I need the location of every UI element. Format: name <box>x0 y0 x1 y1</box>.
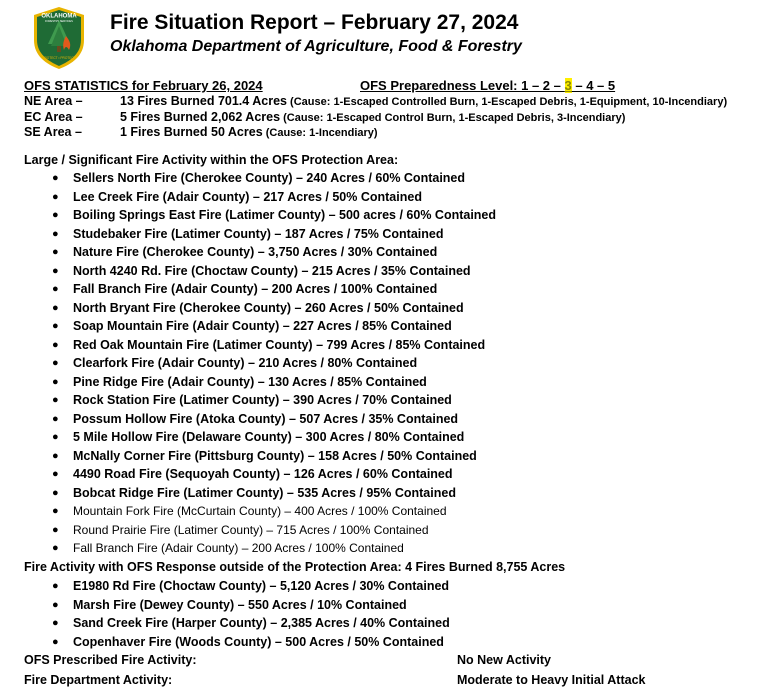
bullet-icon: ● <box>52 301 59 314</box>
fire-list-item-text: Soap Mountain Fire (Adair County) – 227 Acres / 85% Contained <box>73 319 452 333</box>
preparedness-label: OFS Preparedness Level: 1 – 2 – <box>360 78 565 93</box>
fire-list-item-text: Pine Ridge Fire (Adair County) – 130 Acres / 85% Contained <box>73 374 427 389</box>
area-cause: (Cause: 1-Escaped Control Burn, 1-Escaped Debris, 3-Incendiary) <box>280 112 626 124</box>
area-row-ec <box>24 110 625 124</box>
fire-list-item-text: Boiling Springs East Fire (Latimer County) – 500 acres / 60% Contained <box>73 208 497 222</box>
bullet-icon: ● <box>52 580 59 592</box>
prescribed-fire-row <box>24 653 552 667</box>
bullet-icon: ● <box>52 357 59 369</box>
bullet-icon: ● <box>52 338 59 351</box>
bullet-icon: ● <box>52 227 59 240</box>
fire-list-item-text: Studebaker Fire (Latimer County) – 187 Acres / 75% Contained <box>73 226 444 241</box>
fire-list-item <box>52 225 496 244</box>
bullet-icon: ● <box>52 468 59 480</box>
fire-list-item <box>52 317 496 336</box>
fire-list-item-text: North 4240 Rd. Fire (Choctaw County) – 215 Acres / 35% Contained <box>73 263 471 278</box>
protection-fire-list <box>52 169 496 558</box>
prescribed-fire-label: OFS Prescribed Fire Activity: <box>24 653 197 667</box>
report-title: Fire Situation Report – February 27, 2024 <box>110 11 519 34</box>
fire-list-item <box>52 391 496 410</box>
preparedness-rest: – 4 – 5 <box>571 78 616 93</box>
report-subtitle: Oklahoma Department of Agriculture, Food & Forestry <box>110 38 522 55</box>
fire-list-item <box>52 596 450 615</box>
bullet-icon: ● <box>52 209 59 221</box>
fire-list-item-text: Round Prairie Fire (Latimer County) – 715 Acres / 100% Contained <box>73 522 429 537</box>
oklahoma-forestry-logo <box>32 6 86 70</box>
fire-list-item <box>52 299 496 318</box>
bullet-icon: ● <box>52 635 59 648</box>
logo-sub-text: FORESTRY SERVICES <box>45 20 73 23</box>
fire-list-item <box>52 280 496 299</box>
outside-fire-list <box>52 577 450 651</box>
bullet-icon: ● <box>52 375 59 388</box>
bullet-icon: ● <box>52 523 59 536</box>
fire-list-item <box>52 577 450 596</box>
fire-list-item <box>52 614 450 633</box>
bullet-icon: ● <box>52 431 59 443</box>
statistics-header <box>24 78 616 93</box>
bullet-icon: ● <box>52 412 59 425</box>
fire-list-item <box>52 243 496 262</box>
logo-motto: PROTECT • PROTECT <box>42 56 76 60</box>
fire-list-item <box>52 465 496 484</box>
preparedness-level <box>360 78 615 93</box>
bullet-icon: ● <box>52 190 59 203</box>
bullet-icon: ● <box>52 505 59 517</box>
fire-list-item <box>52 633 450 652</box>
fire-list-item-text: Fall Branch Fire (Adair County) – 200 Acres / 100% Contained <box>73 282 438 296</box>
area-row-ne <box>24 94 727 108</box>
fire-list-item-text: Sellers North Fire (Cherokee County) – 240 Acres / 60% Contained <box>73 171 466 185</box>
bullet-icon: ● <box>52 617 59 629</box>
protection-area-heading: Large / Significant Fire Activity within the OFS Protection Area: <box>24 153 399 167</box>
area-row-se <box>24 125 378 139</box>
bullet-icon: ● <box>52 542 59 554</box>
fire-list-item <box>52 484 496 503</box>
fire-list-item <box>52 262 496 281</box>
fire-list-item <box>52 354 496 373</box>
area-summary: 1 Fires Burned 50 Acres <box>120 125 263 139</box>
fire-list-item <box>52 428 496 447</box>
fire-list-item <box>52 206 496 225</box>
fire-list-item <box>52 188 496 207</box>
fire-list-item-text: Bobcat Ridge Fire (Latimer County) – 535 Acres / 95% Contained <box>73 485 456 500</box>
area-summary: 5 Fires Burned 2,062 Acres <box>120 110 281 124</box>
preparedness-current-level: 3 <box>564 78 572 93</box>
area-cause: (Cause: 1-Incendiary) <box>262 127 378 139</box>
fire-list-item-text: North Bryant Fire (Cherokee County) – 260 Acres / 50% Contained <box>73 300 464 315</box>
fire-department-label: Fire Department Activity: <box>24 673 173 687</box>
fire-list-item-text: Red Oak Mountain Fire (Latimer County) – 799 Acres / 85% Contained <box>73 337 486 352</box>
fire-list-item <box>52 410 496 429</box>
fire-list-item-text: Mountain Fork Fire (McCurtain County) – 400 Acres / 100% Contained <box>73 504 447 518</box>
bullet-icon: ● <box>52 449 59 462</box>
area-summary: 13 Fires Burned 701.4 Acres <box>120 94 287 108</box>
outside-area-heading: Fire Activity with OFS Response outside of the Protection Area: 4 Fires Burned 8,755 Acres <box>24 560 566 574</box>
bullet-icon: ● <box>52 246 59 258</box>
fire-list-item <box>52 373 496 392</box>
logo-top-text: OKLAHOMA <box>41 13 77 20</box>
fire-list-item <box>52 169 496 188</box>
fire-list-item-text: Copenhaver Fire (Woods County) – 500 Acres / 50% Contained <box>73 634 444 649</box>
prescribed-fire-value: No New Activity <box>457 653 552 667</box>
bullet-icon: ● <box>52 394 59 406</box>
fire-list-item-text: Sand Creek Fire (Harper County) – 2,385 Acres / 40% Contained <box>73 616 450 630</box>
area-cause: (Cause: 1-Escaped Controlled Burn, 1-Escaped Debris, 1-Equipment, 10-Incendiary) <box>287 96 728 108</box>
fire-list-item <box>52 521 496 540</box>
fire-list-item-text: Possum Hollow Fire (Atoka County) – 507 Acres / 35% Contained <box>73 411 459 426</box>
fire-list-item <box>52 447 496 466</box>
fire-list-item <box>52 502 496 521</box>
area-label: SE Area – <box>24 125 82 139</box>
fire-list-item-text: Marsh Fire (Dewey County) – 550 Acres / 10% Contained <box>73 597 407 612</box>
fire-list-item-text: Nature Fire (Cherokee County) – 3,750 Acres / 30% Contained <box>73 245 438 259</box>
fire-list-item-text: Clearfork Fire (Adair County) – 210 Acres / 80% Contained <box>73 356 418 370</box>
bullet-icon: ● <box>52 320 59 332</box>
fire-list-item <box>52 539 496 558</box>
fire-department-row <box>24 673 646 687</box>
bullet-icon: ● <box>52 598 59 611</box>
fire-list-item-text: Fall Branch Fire (Adair County) – 200 Acres / 100% Contained <box>73 541 404 555</box>
area-label: NE Area – <box>24 94 83 108</box>
fire-list-item-text: 4490 Road Fire (Sequoyah County) – 126 Acres / 60% Contained <box>73 467 453 481</box>
bullet-icon: ● <box>52 172 59 184</box>
fire-department-value: Moderate to Heavy Initial Attack <box>457 673 646 687</box>
statistics-heading: OFS STATISTICS for February 26, 2024 <box>24 78 263 93</box>
fire-list-item <box>52 336 496 355</box>
area-label: EC Area – <box>24 110 83 124</box>
fire-list-item-text: McNally Corner Fire (Pittsburg County) – 158 Acres / 50% Contained <box>73 448 477 463</box>
fire-list-item-text: Lee Creek Fire (Adair County) – 217 Acres / 50% Contained <box>73 189 422 204</box>
fire-list-item-text: Rock Station Fire (Latimer County) – 390 Acres / 70% Contained <box>73 393 452 407</box>
bullet-icon: ● <box>52 264 59 277</box>
fire-list-item-text: E1980 Rd Fire (Choctaw County) – 5,120 Acres / 30% Contained <box>73 579 450 593</box>
bullet-icon: ● <box>52 283 59 295</box>
bullet-icon: ● <box>52 486 59 499</box>
fire-list-item-text: 5 Mile Hollow Fire (Delaware County) – 300 Acres / 80% Contained <box>73 430 465 444</box>
